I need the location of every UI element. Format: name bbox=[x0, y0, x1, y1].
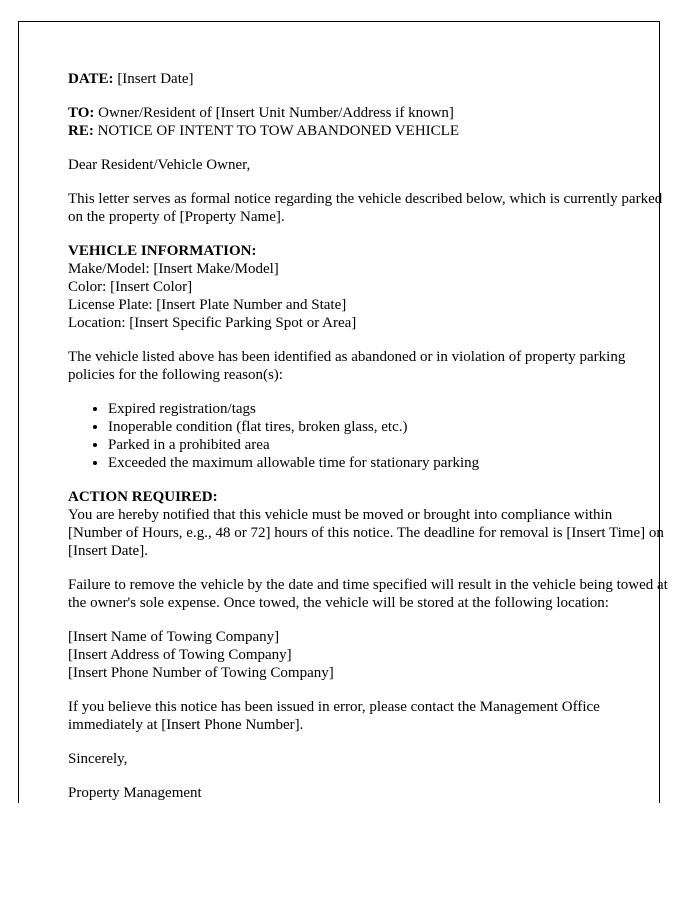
failure-paragraph: Failure to remove the vehicle by the date and time specified will result in the vehicle being towed at the owner's sole expense. Once towed, the vehicle will be stored at the following location: bbox=[68, 577, 668, 611]
towing-company-block bbox=[68, 628, 668, 682]
signature: Property Management bbox=[68, 785, 202, 801]
vehicle-info-section bbox=[68, 242, 668, 332]
letter-page bbox=[18, 21, 668, 803]
date-value: [Insert Date] bbox=[113, 71, 194, 87]
reason-item: • Exceeded the maximum allowable time for stationary parking bbox=[108, 454, 668, 472]
re-value: NOTICE OF INTENT TO TOW ABANDONED VEHICLE bbox=[93, 123, 459, 139]
date-label: DATE: bbox=[68, 71, 114, 87]
vehicle-info-location: Location: [Insert Specific Parking Spot or Area] bbox=[68, 315, 357, 331]
to-label: TO: bbox=[68, 105, 95, 121]
action-heading: ACTION REQUIRED: bbox=[68, 489, 218, 505]
re-line bbox=[68, 122, 668, 140]
to-line bbox=[68, 104, 668, 122]
towing-company-address: [Insert Address of Towing Company] bbox=[68, 647, 292, 663]
closing: Sincerely, bbox=[68, 751, 128, 767]
reason-item: • Inoperable condition (flat tires, broken glass, etc.) bbox=[108, 418, 668, 436]
letter-body bbox=[68, 70, 668, 802]
re-label: RE: bbox=[68, 123, 94, 139]
contact-paragraph: If you believe this notice has been issued in error, please contact the Management Office immediately at [Insert Phone Number]. bbox=[68, 699, 600, 733]
greeting: Dear Resident/Vehicle Owner, bbox=[68, 157, 251, 173]
reason-item: • Parked in a prohibited area bbox=[108, 436, 668, 454]
reasons-intro: The vehicle listed above has been identified as abandoned or in violation of property parking policies for the following reason(s): bbox=[68, 349, 626, 383]
towing-company-name: [Insert Name of Towing Company] bbox=[68, 629, 280, 645]
intro-paragraph: This letter serves as formal notice regarding the vehicle described below, which is currently parked on the property of [Property Name]. bbox=[68, 191, 663, 225]
vehicle-info-heading: VEHICLE INFORMATION: bbox=[68, 243, 257, 259]
to-value: Owner/Resident of [Insert Unit Number/Address if known] bbox=[94, 105, 454, 121]
towing-company-phone: [Insert Phone Number of Towing Company] bbox=[68, 665, 334, 681]
vehicle-info-make-model: Make/Model: [Insert Make/Model] bbox=[68, 261, 279, 277]
action-text: You are hereby notified that this vehicle must be moved or brought into compliance within [Number of Hours, e.g., 48 or 72] hours of this notice. The deadline for removal is [Insert Time] on [Insert Date]. bbox=[68, 507, 664, 559]
vehicle-info-color: Color: [Insert Color] bbox=[68, 279, 193, 295]
action-section bbox=[68, 488, 668, 560]
date-line bbox=[68, 70, 668, 88]
reasons-list bbox=[68, 400, 668, 472]
recipient-block bbox=[68, 104, 668, 140]
vehicle-info-license-plate: License Plate: [Insert Plate Number and State] bbox=[68, 297, 347, 313]
reason-item: • Expired registration/tags bbox=[108, 400, 668, 418]
